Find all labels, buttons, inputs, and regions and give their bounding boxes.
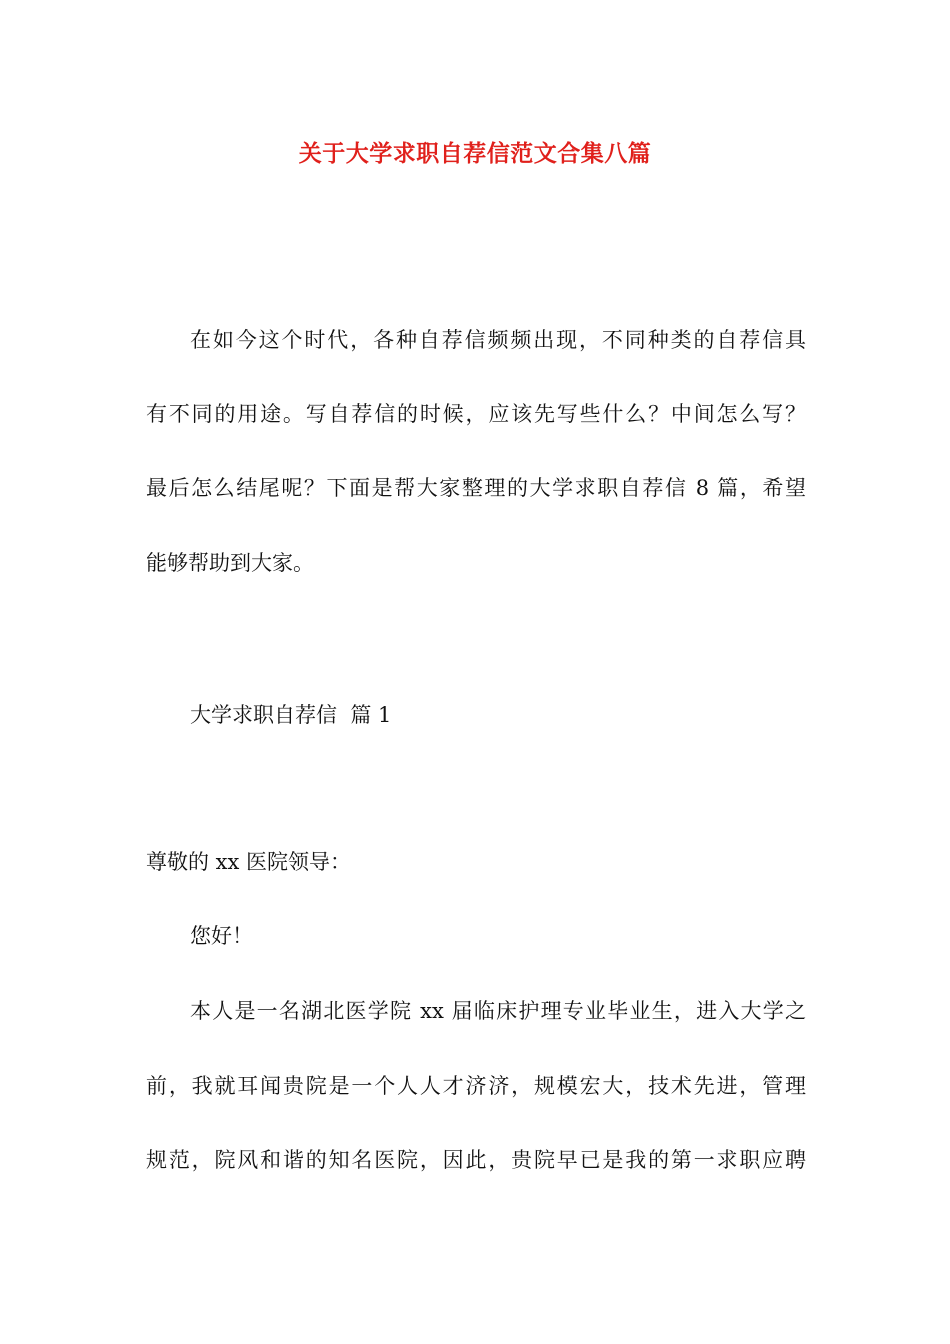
intro-line-1: 在如今这个时代，各种自荐信频频出现，不同种类的自荐信具: [190, 328, 806, 352]
intro-line-3: 最后怎么结尾呢？下面是帮大家整理的大学求职自荐信 8 篇，希望: [146, 476, 806, 500]
body-line-1: 本人是一名湖北医学院 xx 届临床护理专业毕业生，进入大学之: [190, 999, 806, 1023]
section-heading: 大学求职自荐信 篇 1: [190, 703, 392, 727]
letter-greeting: 您好！: [190, 924, 253, 948]
intro-line-2: 有不同的用途。写自荐信的时候，应该先写些什么？中间怎么写？: [146, 402, 806, 426]
body-line-2: 前，我就耳闻贵院是一个人人才济济，规模宏大，技术先进，管理: [146, 1074, 806, 1098]
intro-line-4: 能够帮助到大家。: [146, 551, 314, 575]
body-line-3: 规范，院风和谐的知名医院，因此，贵院早已是我的第一求职应聘: [146, 1148, 806, 1172]
document-title: 关于大学求职自荐信范文合集八篇: [298, 140, 652, 167]
letter-salutation: 尊敬的 xx 医院领导：: [146, 850, 352, 874]
